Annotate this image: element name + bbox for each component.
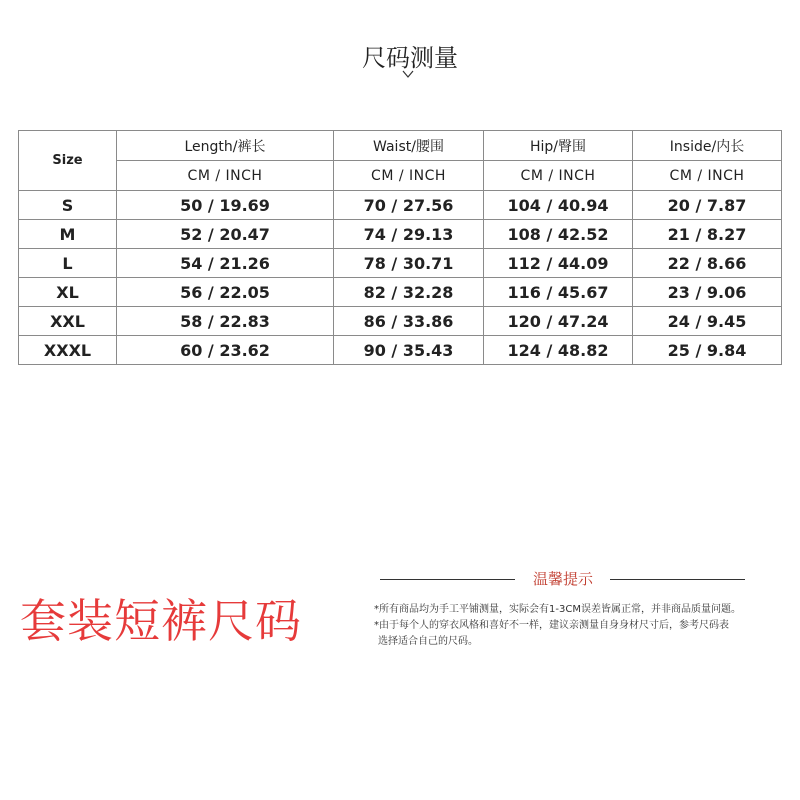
size-cell: S (19, 191, 117, 220)
column-header-waist: Waist/腰围 (334, 131, 484, 161)
size-cell: XL (19, 278, 117, 307)
hip-cell: 116 / 45.67 (484, 278, 633, 307)
unit-label: CM / INCH (117, 161, 334, 191)
page-title: 尺码测量 (362, 44, 458, 72)
table-header-row (19, 131, 782, 161)
length-cell: 58 / 22.83 (117, 307, 334, 336)
size-cell: L (19, 249, 117, 278)
column-header-inside: Inside/内长 (633, 131, 782, 161)
suit-shorts-size-title: 套装短裤尺码 (20, 594, 302, 648)
length-cell: 54 / 21.26 (117, 249, 334, 278)
table-row (19, 191, 782, 220)
table-row (19, 307, 782, 336)
waist-cell: 74 / 29.13 (334, 220, 484, 249)
size-cell: XXXL (19, 336, 117, 365)
column-header-hip: Hip/臀围 (484, 131, 633, 161)
size-column-header: Size (19, 131, 117, 191)
inside-cell: 22 / 8.66 (633, 249, 782, 278)
hip-cell: 120 / 47.24 (484, 307, 633, 336)
column-header-length: Length/裤长 (117, 131, 334, 161)
table-row (19, 249, 782, 278)
unit-label: CM / INCH (484, 161, 633, 191)
tip-line: *由于每个人的穿衣风格和喜好不一样，建议亲测量自身身材尺寸后，参考尺码表 (374, 620, 729, 631)
length-cell: 50 / 19.69 (117, 191, 334, 220)
unit-label: CM / INCH (334, 161, 484, 191)
chevron-down-icon (402, 68, 414, 80)
tips-title: 温馨提示 (532, 570, 593, 588)
tip-line: *所有商品均为手工平铺测量，实际会有1-3CM误差皆属正常，并非商品质量问题。 (374, 604, 741, 615)
inside-cell: 23 / 9.06 (633, 278, 782, 307)
table-unit-row (19, 161, 782, 191)
inside-cell: 20 / 7.87 (633, 191, 782, 220)
waist-cell: 90 / 35.43 (334, 336, 484, 365)
unit-label: CM / INCH (633, 161, 782, 191)
inside-cell: 25 / 9.84 (633, 336, 782, 365)
waist-cell: 86 / 33.86 (334, 307, 484, 336)
length-cell: 52 / 20.47 (117, 220, 334, 249)
table-row (19, 220, 782, 249)
tip-line: 选择适合自己的尺码。 (378, 636, 478, 647)
size-cell: M (19, 220, 117, 249)
hip-cell: 124 / 48.82 (484, 336, 633, 365)
divider (380, 579, 515, 580)
waist-cell: 78 / 30.71 (334, 249, 484, 278)
table-row (19, 278, 782, 307)
hip-cell: 104 / 40.94 (484, 191, 633, 220)
table-row (19, 336, 782, 365)
tips-text (374, 602, 774, 650)
size-chart-table (18, 130, 782, 365)
hip-cell: 108 / 42.52 (484, 220, 633, 249)
waist-cell: 70 / 27.56 (334, 191, 484, 220)
size-cell: XXL (19, 307, 117, 336)
inside-cell: 21 / 8.27 (633, 220, 782, 249)
divider (610, 579, 745, 580)
waist-cell: 82 / 32.28 (334, 278, 484, 307)
hip-cell: 112 / 44.09 (484, 249, 633, 278)
length-cell: 60 / 23.62 (117, 336, 334, 365)
inside-cell: 24 / 9.45 (633, 307, 782, 336)
length-cell: 56 / 22.05 (117, 278, 334, 307)
